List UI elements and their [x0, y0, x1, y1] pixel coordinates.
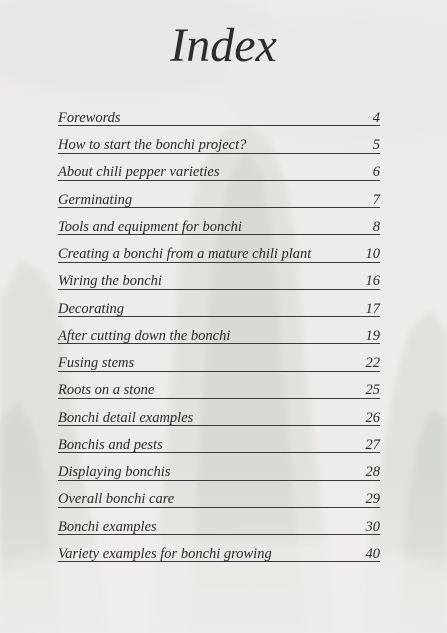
toc-entry-page-number: 10: [365, 246, 380, 262]
toc-entry-wiring[interactable]: [58, 264, 380, 291]
toc-entry-label: Wiring the bonchi: [58, 273, 162, 290]
toc-entry-page-number: 5: [372, 137, 380, 153]
toc-entry-page-number: 17: [365, 300, 380, 317]
toc-entry-label: How to start the bonchi project?: [58, 137, 247, 153]
toc-entry-page-number: 8: [372, 218, 380, 235]
toc-entry-detail-examples[interactable]: [58, 400, 380, 427]
toc-entry-label: Variety examples for bonchi growing: [58, 545, 272, 562]
toc-entry-mature-plant[interactable]: [58, 236, 380, 263]
toc-entry-page-number: 30: [365, 518, 380, 535]
toc-entry-page-number: 7: [372, 191, 380, 208]
toc-entry-page-number: 16: [365, 273, 380, 290]
toc-entry-after-cutting[interactable]: [58, 318, 380, 345]
toc-entry-label: Decorating: [58, 300, 125, 317]
toc-entry-page-number: 19: [365, 327, 380, 344]
toc-entry-label: After cutting down the bonchi: [58, 327, 231, 344]
toc-entry-germinating[interactable]: [58, 182, 380, 209]
toc-entry-variety-examples[interactable]: [58, 536, 380, 563]
table-of-contents: [58, 100, 380, 563]
toc-entry-page-number: 4: [372, 109, 380, 126]
toc-entry-forewords[interactable]: [58, 100, 380, 127]
toc-entry-page-number: 26: [365, 409, 380, 426]
toc-entry-fusing-stems[interactable]: [58, 345, 380, 372]
toc-entry-page-number: 40: [365, 545, 380, 562]
toc-entry-tools-equipment[interactable]: [58, 209, 380, 236]
toc-entry-label: Roots on a stone: [58, 382, 155, 399]
toc-entry-label: Creating a bonchi from a mature chili plant: [58, 246, 312, 262]
toc-entry-page-number: 27: [365, 436, 380, 453]
toc-entry-displaying[interactable]: [58, 454, 380, 481]
toc-entry-label: Tools and equipment for bonchi: [58, 218, 242, 235]
toc-entry-page-number: 22: [365, 355, 380, 371]
toc-entry-page-number: 28: [365, 464, 380, 480]
toc-entry-label: Displaying bonchis: [58, 464, 171, 480]
toc-entry-label: About chili pepper varieties: [58, 164, 220, 181]
toc-entry-label: Bonchi detail examples: [58, 409, 194, 426]
toc-entry-page-number: 25: [365, 382, 380, 399]
toc-entry-pests[interactable]: [58, 427, 380, 454]
toc-entry-how-to-start[interactable]: [58, 127, 380, 154]
toc-entry-chili-varieties[interactable]: [58, 155, 380, 182]
toc-entry-bonchi-examples[interactable]: [58, 509, 380, 536]
page-title: Index: [170, 19, 277, 72]
toc-entry-page-number: 29: [365, 491, 380, 508]
toc-entry-label: Forewords: [58, 109, 121, 126]
toc-entry-overall-care[interactable]: [58, 482, 380, 509]
toc-entry-label: Germinating: [58, 191, 133, 208]
toc-entry-label: Bonchi examples: [58, 518, 157, 535]
toc-entry-page-number: 6: [372, 164, 380, 181]
toc-entry-label: Bonchis and pests: [58, 436, 163, 453]
toc-entry-decorating[interactable]: [58, 291, 380, 318]
toc-entry-label: Overall bonchi care: [58, 491, 175, 508]
toc-entry-roots-on-stone[interactable]: [58, 373, 380, 400]
toc-entry-label: Fusing stems: [58, 355, 135, 371]
